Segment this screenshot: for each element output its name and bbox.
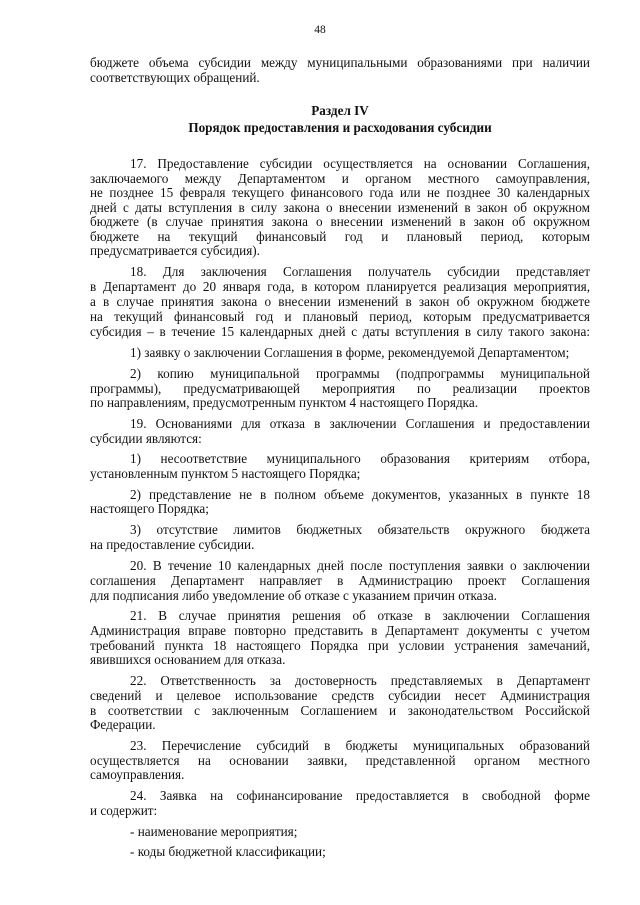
list-item: - коды бюджетной классификации; bbox=[130, 844, 326, 859]
text-line: для подписания либо уведомление об отказе с указанием причин отказа. bbox=[90, 588, 497, 603]
text-line: требований пункта 18 настоящего Порядка при условии устранения замечаний, bbox=[90, 638, 590, 653]
text-line: а в случае принятия закона о внесении изменений в закон об окружном бюджете bbox=[90, 294, 590, 309]
text-line: в соответствии с заключенным Соглашением и законодательством Российской bbox=[90, 703, 590, 718]
text-line: по направлениям, предусмотренным пунктом 4 настоящего Порядка. bbox=[90, 395, 479, 410]
text-line: предусматривается субсидия). bbox=[90, 243, 260, 258]
text-line: субсидии являются: bbox=[90, 431, 202, 446]
text-line: соглашения Департамент направляет в Администрацию проект Соглашения bbox=[90, 573, 590, 588]
text-line: 1) несоответствие муниципального образования критериям отбора, bbox=[130, 451, 590, 466]
text-line: установленным пунктом 5 настоящего Порядка; bbox=[90, 466, 361, 481]
text-line: явившихся основанием для отказа. bbox=[90, 652, 286, 667]
text-line: 19. Основаниями для отказа в заключении Соглашения и предоставлении bbox=[130, 416, 590, 431]
text-line: 23. Перечисление субсидий в бюджеты муниципальных образований bbox=[130, 738, 590, 753]
text-line: на текущий финансовый год и плановый период, которым предусматривается bbox=[90, 309, 590, 324]
list-item: - наименование мероприятия; bbox=[130, 824, 298, 839]
text-line: соответствующих обращений. bbox=[90, 70, 260, 85]
text-line: заключаемого между Департаментом и органом местного самоуправления, bbox=[90, 171, 590, 186]
text-line: Администрация вправе повторно представить в Департамент документы с учетом bbox=[90, 623, 590, 638]
text-line: в Департамент до 20 января года, в котором планируется реализация мероприятия, bbox=[90, 279, 590, 294]
text-line: 2) копию муниципальной программы (подпрограммы муниципальной bbox=[130, 366, 590, 381]
text-line: программы), предусматривающей мероприятия по реализации проектов bbox=[90, 381, 590, 396]
text-line: не позднее 15 февраля текущего финансового года или не позднее 30 календарных bbox=[90, 185, 590, 200]
text-line: 18. Для заключения Соглашения получатель субсидии представляет bbox=[130, 264, 590, 279]
text-line: 17. Предоставление субсидии осуществляется на основании Соглашения, bbox=[130, 156, 590, 171]
text-line: 21. В случае принятия решения об отказе в заключении Соглашения bbox=[130, 608, 590, 623]
text-line: самоуправления. bbox=[90, 767, 185, 782]
text-line: на предоставление субсидии. bbox=[90, 537, 255, 552]
text-line: сведений и целевое использование средств субсидии несет Администрация bbox=[90, 688, 590, 703]
text-line: 24. Заявка на софинансирование предоставляется в свободной форме bbox=[130, 788, 590, 803]
text-line: бюджете объема субсидии между муниципальными образованиями при наличии bbox=[90, 55, 590, 70]
text-line: 2) представление не в полном объеме документов, указанных в пункте 18 bbox=[130, 487, 590, 502]
text-line: 22. Ответственность за достоверность представляемых в Департамент bbox=[130, 673, 590, 688]
text-line: дней с даты вступления в силу закона о внесении изменений в закон об окружном bbox=[90, 200, 590, 215]
text-line: осуществляется на основании заявки, представленной органом местного bbox=[90, 753, 590, 768]
text-line: субсидия – в течение 15 календарных дней с даты вступления в силу такого закона: bbox=[90, 324, 590, 339]
text-line: 1) заявку о заключении Соглашения в форме, рекомендуемой Департаментом; bbox=[130, 345, 570, 360]
text-line: Федерации. bbox=[90, 717, 156, 732]
text-line: бюджете (в случае принятия закона о внесении изменений в закон об окружном bbox=[90, 214, 590, 229]
text-line: 3) отсутствие лимитов бюджетных обязательств окружного бюджета bbox=[130, 522, 590, 537]
page-number: 48 bbox=[314, 24, 326, 36]
text-line: 20. В течение 10 календарных дней после поступления заявки о заключении bbox=[130, 558, 590, 573]
text-line: и содержит: bbox=[90, 803, 158, 818]
text-line: бюджете на текущий финансовый год и плановый период, которым bbox=[90, 229, 590, 244]
text-line: настоящего Порядка; bbox=[90, 501, 209, 516]
section-title: Порядок предоставления и расходования субсидии bbox=[188, 120, 492, 135]
section-number: Раздел IV bbox=[311, 103, 369, 118]
